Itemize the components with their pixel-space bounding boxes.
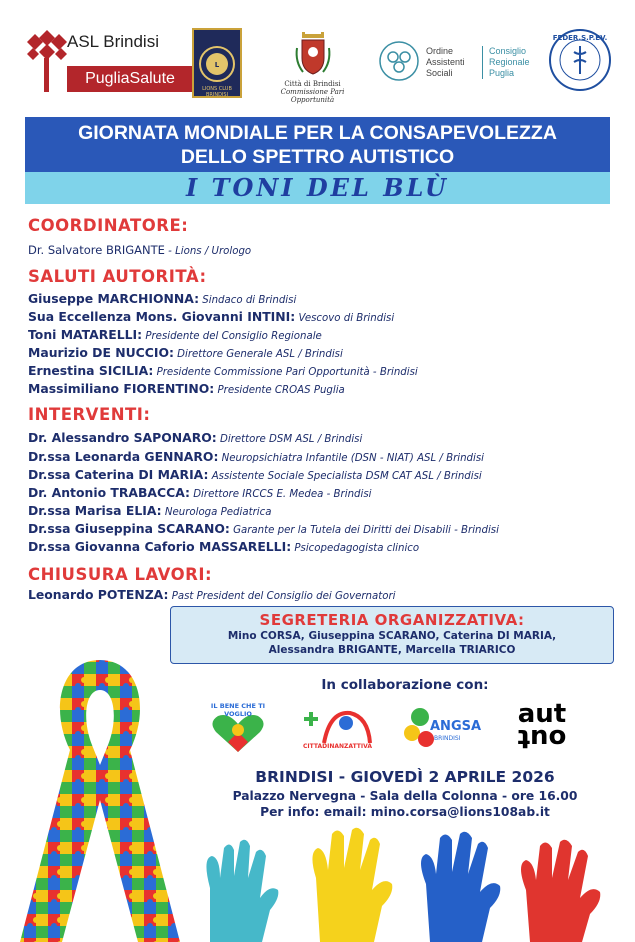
subtitle: I TONI DEL BLÙ [186, 173, 449, 202]
person-name: Toni MATARELLI: [28, 327, 143, 342]
person-role: Past President del Consiglio dei Governatori [168, 591, 396, 602]
event-info [195, 768, 615, 819]
list-item [28, 539, 419, 554]
citta-brindisi-logo [270, 28, 355, 104]
person-name: Dr. Alessandro SAPONARO: [28, 430, 217, 445]
asl-title: ASL Brindisi [67, 32, 159, 51]
list-item [28, 467, 482, 482]
federspev-text: FEDER.S.P.EV. [552, 34, 608, 42]
autism-ribbon-illustration [0, 650, 200, 942]
person-name: Dr.ssa Giuseppina SCARANO: [28, 521, 230, 536]
subtitle-band [25, 172, 610, 204]
autout-logo [506, 699, 578, 754]
list-item [28, 485, 371, 500]
consiglio-line-2: Regionale [489, 57, 530, 67]
cittadinanzattiva-text: CITTADINANZATTIVA [303, 743, 372, 750]
hand-red-icon [521, 840, 600, 942]
person-role: Direttore IRCCS E. Medea - Brindisi [189, 489, 372, 500]
person-role: Direttore DSM ASL / Brindisi [216, 434, 363, 445]
list-item [28, 503, 271, 518]
person-name: Dr.ssa Leonarda GENNARO: [28, 449, 219, 464]
ordine-emblem-icon [378, 40, 420, 82]
event-contact: Per info: email: mino.corsa@lions108ab.it [260, 805, 550, 819]
person-role: Sindaco di Brindisi [199, 295, 297, 306]
ordine-line-2: Assistenti [426, 57, 465, 67]
asl-brindisi-logo [25, 28, 175, 96]
segreteria-line-1: Mino CORSA, Giuseppina SCARANO, Caterina DI MARIA, [227, 630, 557, 642]
hand-yellow-icon [312, 828, 392, 942]
angsa-logo [400, 703, 482, 755]
person-role: Vescovo di Brindisi [295, 313, 395, 324]
list-item [28, 309, 394, 324]
il-bene-text: IL BENE CHE TI VOGLIO [210, 702, 266, 718]
il-bene-che-ti-voglio-logo [198, 700, 278, 756]
lions-club-sub: BRINDISI [205, 92, 229, 98]
ordine-text [426, 46, 465, 79]
person-name: Massimiliano FIORENTINO: [28, 381, 215, 396]
person-name: Ernestina SICILIA: [28, 363, 154, 378]
cittadinanzattiva-logo [300, 703, 375, 755]
svg-text:L: L [214, 61, 220, 69]
lions-club-logo [192, 28, 242, 98]
title-line-1: GIORNATA MONDIALE PER LA CONSAPEVOLEZZA [78, 122, 557, 144]
person-role: Psicopedagogista clinico [291, 543, 420, 554]
hand-blue-icon [421, 832, 500, 942]
collaborazione-heading: In collaborazione con: [321, 677, 489, 693]
person-role: Neuropsichiatra Infantile (DSN - NIAT) ASL / Brindisi [218, 453, 484, 464]
puglia-salute-label: PugliaSalute [67, 66, 193, 92]
tree-icon [25, 28, 69, 92]
person-name: Leonardo POTENZA: [28, 587, 169, 602]
chiusura-row [28, 587, 396, 602]
cittadinanzattiva-emblem-icon [300, 703, 375, 745]
title-line-2: DELLO SPETTRO AUTISTICO [180, 146, 455, 168]
interventi-heading: INTERVENTI: [28, 405, 151, 424]
person-role: Neurologa Pediatrica [161, 507, 272, 518]
comune-commission: Commissione Pari Opportunità [280, 88, 345, 104]
list-item [28, 327, 322, 342]
coordinatore-heading: COORDINATORE: [28, 216, 189, 235]
person-role: Assistente Sociale Specialista DSM CAT ASL / Brindisi [208, 471, 482, 482]
segreteria-box [170, 606, 614, 664]
list-item [28, 449, 484, 464]
hand-teal-icon [206, 840, 278, 942]
consiglio-line-3: Puglia [489, 68, 515, 78]
event-date: BRINDISI - GIOVEDÌ 2 APRILE 2026 [255, 768, 555, 786]
comune-name: Città di Brindisi [284, 80, 341, 88]
angsa-text: ANGSA [430, 719, 482, 734]
title-band [25, 117, 610, 172]
coat-of-arms-icon [293, 28, 333, 78]
list-item [28, 345, 343, 360]
list-item [28, 381, 345, 396]
list-item [28, 430, 362, 445]
segreteria-heading: SEGRETERIA ORGANIZZATIVA: [259, 611, 525, 629]
person-name: Dr.ssa Giovanna Caforio MASSARELLI: [28, 539, 292, 554]
person-name: Dr. Antonio TRABACCA: [28, 485, 190, 500]
list-item [28, 521, 499, 536]
list-item [28, 363, 418, 378]
event-place: Palazzo Nervegna - Sala della Colonna - ore 16.00 [232, 789, 578, 803]
saluti-heading: SALUTI AUTORITÀ: [28, 267, 207, 286]
person-role: Garante per la Tutela dei Diritti dei Disabili - Brindisi [229, 525, 499, 536]
ordine-line-3: Sociali [426, 68, 453, 78]
person-role: Presidente CROAS Puglia [214, 385, 345, 396]
segreteria-line-2: Alessandra BRIGANTE, Marcella TRIARICO [268, 644, 516, 656]
federspev-logo [548, 28, 612, 92]
autout-line-1: aut [517, 699, 567, 729]
lions-emblem-icon [194, 44, 240, 84]
coordinatore-row [28, 242, 251, 257]
list-item [28, 291, 296, 306]
autout-line-2: out [517, 723, 567, 753]
ordine-line-1: Ordine [426, 46, 454, 56]
person-name: Sua Eccellenza Mons. Giovanni INTINI: [28, 309, 296, 324]
person-name: Giuseppe MARCHIONNA: [28, 291, 200, 306]
colored-hands-illustration [190, 818, 635, 942]
person-role: Presidente Commissione Pari Opportunità - Brindisi [153, 367, 418, 378]
coordinatore-role: - Lions / Urologo [164, 246, 252, 257]
ordine-assistenti-sociali-logo [378, 40, 530, 90]
person-name: Dr.ssa Caterina DI MARIA: [28, 467, 209, 482]
lions-club-text: LIONS CLUB [202, 86, 232, 92]
person-role: Presidente del Consiglio Regionale [142, 331, 322, 342]
consiglio-line-1: Consiglio [489, 46, 527, 56]
person-name: Dr.ssa Marisa ELIA: [28, 503, 162, 518]
coordinatore-name: Dr. Salvatore BRIGANTE [28, 243, 165, 257]
chiusura-heading: CHIUSURA LAVORI: [28, 565, 213, 584]
person-name: Maurizio DE NUCCIO: [28, 345, 174, 360]
person-role: Direttore Generale ASL / Brindisi [173, 349, 343, 360]
angsa-sub: BRINDISI [434, 735, 461, 742]
consiglio-text [482, 46, 530, 79]
